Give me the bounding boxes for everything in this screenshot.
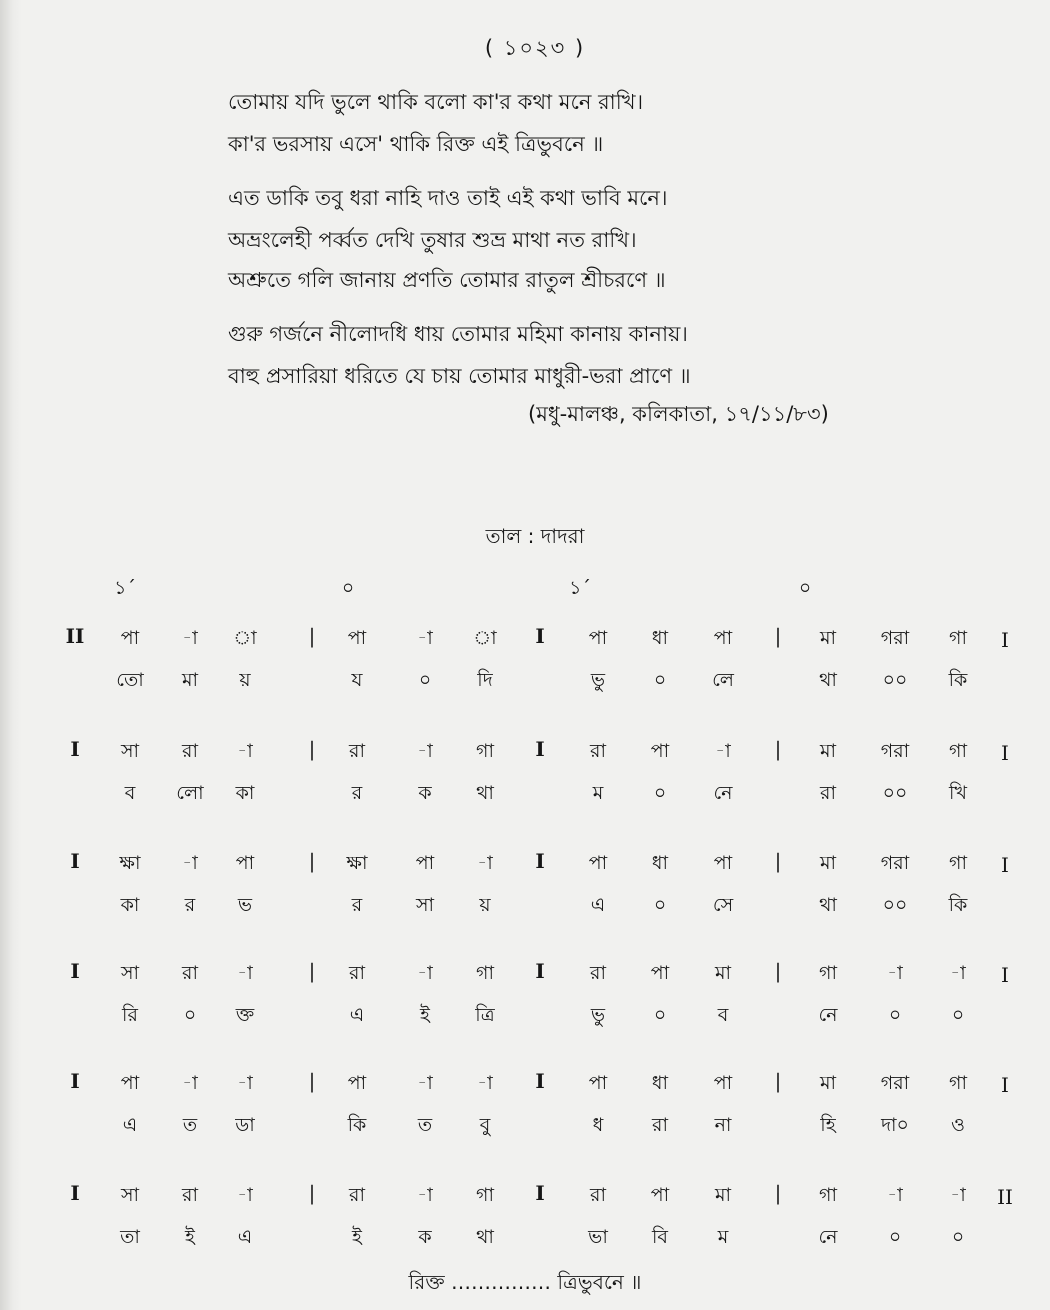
start-barline: I — [70, 959, 80, 983]
swara-note: -া — [417, 740, 433, 762]
lyric-syllable: ডা — [235, 1114, 255, 1136]
lyric-syllable: ০০ — [882, 782, 908, 804]
footer-start: রিক্ত — [408, 1270, 445, 1294]
lyric-syllable: ০ — [951, 1226, 965, 1248]
lyric-syllable: ০ — [653, 1004, 667, 1026]
lyric-syllable: এ — [590, 894, 606, 916]
barline: | — [774, 1181, 782, 1205]
swara-note: -া — [417, 1072, 433, 1094]
lyric-syllable: এ — [237, 1226, 253, 1248]
end-barline: I — [1001, 628, 1009, 652]
lyric-syllable: ব — [124, 782, 136, 804]
lyric-syllable: সে — [712, 894, 734, 916]
lyric-syllable: র — [184, 894, 196, 916]
swara-note: গা — [949, 1072, 967, 1094]
start-barline: I — [70, 849, 80, 873]
swara-note: মা — [819, 852, 837, 874]
swara-note: গা — [949, 740, 967, 762]
swara-note: সা — [120, 962, 140, 984]
lyric-syllable: ধ — [592, 1114, 604, 1136]
lyric-syllable: নে — [818, 1226, 838, 1248]
swara-note: -া — [237, 1072, 253, 1094]
lyric-syllable: ০ — [653, 894, 667, 916]
lyric-syllable: ০ — [653, 782, 667, 804]
lyric-syllable: র — [351, 894, 363, 916]
lyric-syllable: তো — [116, 669, 144, 691]
swara-note: পা — [347, 1072, 367, 1094]
end-barline: I — [1001, 963, 1009, 987]
beat-marker: ১´ — [569, 577, 591, 599]
swara-note: মা — [819, 627, 837, 649]
swara-note: গা — [819, 1184, 837, 1206]
barline: | — [308, 959, 316, 983]
lyric-syllable: র — [351, 782, 363, 804]
lyric-syllable: ০ — [418, 669, 432, 691]
lyric-syllable: লো — [176, 782, 204, 804]
verse-line: গুরু গর্জনে নীলোদধি ধায় তোমার মহিমা কানায় কানায়। — [228, 322, 688, 346]
swara-note: -া — [477, 1072, 493, 1094]
swara-note: -া — [182, 1072, 198, 1094]
swara-note: পা — [650, 740, 670, 762]
swara-note: া — [473, 627, 497, 649]
swara-note: রা — [349, 962, 365, 984]
lyric-syllable: ক — [418, 782, 432, 804]
swara-note: ধা — [651, 852, 669, 874]
barline: | — [308, 737, 316, 761]
lyric-syllable: ব — [717, 1004, 729, 1026]
lyric-syllable: এ — [349, 1004, 365, 1026]
swara-note: গা — [819, 962, 837, 984]
barline: | — [774, 959, 782, 983]
barline: I — [535, 849, 545, 873]
start-barline: I — [70, 1069, 80, 1093]
lyric-syllable: হি — [820, 1114, 836, 1136]
swara-note: গা — [949, 627, 967, 649]
lyric-syllable: দা০ — [881, 1114, 909, 1136]
swara-note: গরা — [880, 852, 910, 874]
lyric-syllable: ই — [185, 1226, 195, 1248]
swara-note: রা — [182, 962, 198, 984]
swara-note: পা — [713, 852, 733, 874]
lyric-syllable: বি — [651, 1226, 668, 1248]
swara-note: রা — [590, 1184, 606, 1206]
footer-end: ত্রিভুবনে ॥ — [557, 1270, 642, 1294]
lyric-syllable: ম — [717, 1226, 729, 1248]
end-barline: I — [1001, 853, 1009, 877]
swara-note: া — [233, 627, 257, 649]
footer-line — [0, 1268, 1050, 1301]
lyric-syllable: ০ — [653, 669, 667, 691]
end-barline: I — [1001, 741, 1009, 765]
lyric-syllable: লে — [712, 669, 734, 691]
end-barline: II — [997, 1185, 1013, 1209]
swara-note: পা — [650, 962, 670, 984]
swara-note: পা — [347, 627, 367, 649]
lyric-syllable: ভু — [590, 1004, 606, 1026]
lyric-syllable: ভা — [588, 1226, 608, 1248]
barline: I — [535, 737, 545, 761]
verse-line: তোমায় যদি ভুলে থাকি বলো কা'র কথা মনে রাখি। — [228, 90, 644, 114]
swara-note: -া — [237, 740, 253, 762]
swara-note: ক্ষা — [119, 852, 141, 874]
lyric-syllable: ০ — [183, 1004, 197, 1026]
lyric-syllable: মা — [181, 669, 199, 691]
swara-note: রা — [349, 740, 365, 762]
swara-note: -া — [887, 962, 903, 984]
lyric-syllable: বু — [479, 1114, 491, 1136]
lyric-syllable: ও — [951, 1114, 965, 1136]
lyric-syllable: তা — [120, 1226, 140, 1248]
swara-note: -া — [950, 962, 966, 984]
swara-note: পা — [588, 852, 608, 874]
barline: I — [535, 1181, 545, 1205]
lyric-syllable: ০০ — [882, 894, 908, 916]
verse-line: বাহু প্রসারিয়া ধরিতে যে চায় তোমার মাধুরী-ভরা প্রাণে ॥ — [228, 364, 691, 388]
lyric-syllable: কা — [120, 894, 140, 916]
beat-marker: ০ — [798, 577, 812, 599]
swara-note: -া — [417, 962, 433, 984]
lyric-syllable: ০ — [951, 1004, 965, 1026]
swara-note: গরা — [880, 1072, 910, 1094]
barline: | — [774, 1069, 782, 1093]
barline: I — [535, 624, 545, 648]
swara-note: গরা — [880, 627, 910, 649]
barline: | — [308, 1069, 316, 1093]
swara-note: পা — [120, 1072, 140, 1094]
start-barline: I — [70, 737, 80, 761]
lyric-syllable: কা — [235, 782, 255, 804]
swara-note: রা — [349, 1184, 365, 1206]
swara-note: গা — [949, 852, 967, 874]
swara-note: ক্ষা — [346, 852, 368, 874]
lyric-syllable: সা — [415, 894, 435, 916]
swara-note: -া — [237, 1184, 253, 1206]
verse-line: অভ্রংলেহী পর্ব্বত দেখি তুষার শুভ্র মাথা নত রাখি। — [228, 228, 637, 252]
swara-note: রা — [590, 740, 606, 762]
barline: | — [774, 737, 782, 761]
swara-note: রা — [590, 962, 606, 984]
swara-note: পা — [588, 1072, 608, 1094]
verse-line: এত ডাকি তবু ধরা নাহি দাও তাই এই কথা ভাবি মনে। — [228, 186, 668, 210]
swara-note: ধা — [651, 1072, 669, 1094]
barline: I — [535, 1069, 545, 1093]
lyric-syllable: ই — [352, 1226, 362, 1248]
lyric-syllable: ই — [420, 1004, 430, 1026]
start-barline: I — [70, 1181, 80, 1205]
swara-note: পা — [415, 852, 435, 874]
swara-note: পা — [713, 1072, 733, 1094]
lyric-syllable: কি — [347, 1114, 367, 1136]
swara-note: গরা — [880, 740, 910, 762]
lyric-syllable: ক্ত — [235, 1004, 255, 1026]
lyric-syllable: য় — [239, 669, 251, 691]
swara-note: সা — [120, 740, 140, 762]
swara-note: -া — [887, 1184, 903, 1206]
lyric-syllable: এ — [122, 1114, 138, 1136]
lyric-syllable: রি — [122, 1004, 138, 1026]
barline: | — [308, 849, 316, 873]
swara-note: -া — [417, 627, 433, 649]
citation: (মধু-মালঞ্চ, কলিকাতা, ১৭/১১/৮৩) — [528, 402, 829, 426]
end-barline: I — [1001, 1073, 1009, 1097]
beat-marker: ০ — [341, 577, 355, 599]
lyric-syllable: থা — [819, 894, 837, 916]
lyric-syllable: থা — [819, 669, 837, 691]
swara-note: পা — [120, 627, 140, 649]
swara-note: মা — [714, 1184, 732, 1206]
lyric-syllable: ০ — [888, 1226, 902, 1248]
lyric-syllable: দি — [477, 669, 493, 691]
swara-note: মা — [819, 740, 837, 762]
beat-marker: ১´ — [114, 577, 136, 599]
swara-note: মা — [819, 1072, 837, 1094]
swara-note: পা — [588, 627, 608, 649]
swara-note: সা — [120, 1184, 140, 1206]
barline: | — [308, 1181, 316, 1205]
swara-note: পা — [235, 852, 255, 874]
verse-line: অশ্রুতে গলি জানায় প্রণতি তোমার রাতুল শ্রীচরণে ॥ — [228, 268, 666, 292]
lyric-syllable: ভু — [590, 669, 606, 691]
book-gutter-shadow — [0, 0, 22, 1310]
lyric-syllable: ০ — [888, 1004, 902, 1026]
swara-note: রা — [182, 1184, 198, 1206]
lyric-syllable: ত — [182, 1114, 198, 1136]
swara-note: -া — [417, 1184, 433, 1206]
barline: I — [535, 959, 545, 983]
swara-note: গা — [476, 962, 494, 984]
swara-note: -া — [477, 852, 493, 874]
swara-note: -া — [182, 852, 198, 874]
lyric-syllable: থা — [476, 1226, 494, 1248]
swara-note: -া — [950, 1184, 966, 1206]
lyric-syllable: থা — [476, 782, 494, 804]
lyric-syllable: নে — [818, 1004, 838, 1026]
barline: | — [774, 624, 782, 648]
swara-note: গা — [476, 1184, 494, 1206]
swara-note: মা — [714, 962, 732, 984]
lyric-syllable: রা — [820, 782, 836, 804]
swara-note: রা — [182, 740, 198, 762]
lyric-syllable: ম — [592, 782, 604, 804]
lyric-syllable: না — [714, 1114, 732, 1136]
lyric-syllable: য় — [479, 894, 491, 916]
barline: | — [308, 624, 316, 648]
lyric-syllable: ক — [418, 1226, 432, 1248]
lyric-syllable: রা — [652, 1114, 668, 1136]
lyric-syllable: কি — [948, 894, 968, 916]
barline: | — [774, 849, 782, 873]
lyric-syllable: ত্রি — [475, 1004, 495, 1026]
lyric-syllable: নে — [713, 782, 733, 804]
swara-note: পা — [713, 627, 733, 649]
swara-note: ধা — [651, 627, 669, 649]
swara-note: -া — [715, 740, 731, 762]
lyric-syllable: কি — [948, 669, 968, 691]
lyric-syllable: ০০ — [882, 669, 908, 691]
footer-dots: …………… — [451, 1270, 552, 1294]
swara-note: পা — [650, 1184, 670, 1206]
swara-note: গা — [476, 740, 494, 762]
tala-heading: তাল : দাদরা — [485, 524, 585, 548]
lyric-syllable: য — [351, 669, 363, 691]
lyric-syllable: ত — [417, 1114, 433, 1136]
lyric-syllable: খি — [949, 782, 967, 804]
swara-note: -া — [237, 962, 253, 984]
page-number: ( ১০২৩ ) — [484, 36, 586, 60]
start-barline: II — [65, 624, 85, 648]
lyric-syllable: ভ — [237, 894, 253, 916]
swara-note: -া — [182, 627, 198, 649]
verse-line: কা'র ভরসায় এসে' থাকি রিক্ত এই ত্রিভুবনে ॥ — [228, 132, 604, 156]
